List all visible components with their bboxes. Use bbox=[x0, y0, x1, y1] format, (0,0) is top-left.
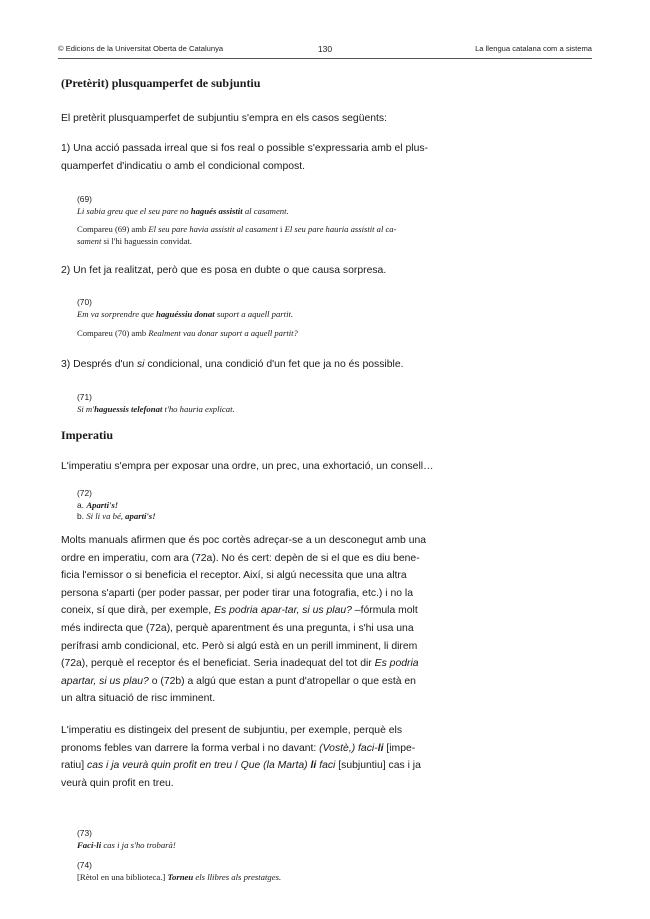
example-72-a-label: a. bbox=[77, 499, 87, 510]
compare-70-pre: Compareu (70) amb bbox=[77, 328, 149, 338]
point-3-pre: Després d'un bbox=[73, 359, 137, 370]
compare-69-ital1: El seu pare havia assistit al casament bbox=[148, 224, 278, 234]
example-69-post: al casament. bbox=[242, 205, 289, 216]
example-72-b bbox=[77, 511, 435, 523]
point-1-number: 1) bbox=[61, 143, 71, 154]
para1-line5 bbox=[61, 602, 435, 620]
example-74 bbox=[77, 860, 435, 883]
example-69-bold: hagués assistit bbox=[190, 205, 243, 216]
para2-line3-ital: cas i ja veurà quin profit en treu bbox=[87, 760, 232, 772]
point-2-text: Un fet ja realitzat, però que es posa en dubte o que causa sorpresa. bbox=[73, 265, 387, 276]
point-2 bbox=[61, 262, 435, 280]
example-71-number: (71) bbox=[77, 392, 92, 402]
para1-line8-pre: (72a), perquè el receptor és el beneficiat. Seria inadequat del tot dir bbox=[61, 658, 375, 670]
para1-line5-ital: Es podria apar-tar, si us plau? bbox=[214, 605, 352, 617]
para1-line5-pre: coneix, sí que dirà, per exemple, bbox=[61, 605, 215, 617]
compare-69-ital2b: sament bbox=[77, 235, 102, 246]
example-70-sentence bbox=[77, 309, 435, 321]
point-1 bbox=[61, 140, 435, 175]
example-71 bbox=[77, 392, 435, 415]
para2-line4: veurà quin profit en treu. bbox=[61, 777, 174, 789]
example-70-number: (70) bbox=[77, 297, 92, 307]
page-number: 130 bbox=[317, 44, 333, 54]
header-rule bbox=[58, 58, 592, 59]
point-1-line2: quamperfet d'indicatiu o amb el condicional compost. bbox=[61, 160, 305, 172]
para1-line6: més indirecta que (72a), perquè aparentment és una pregunta, i s'hi usa una bbox=[61, 622, 414, 634]
example-72-b-label: b. bbox=[77, 511, 87, 521]
compare-69-pre: Compareu (69) amb bbox=[77, 224, 149, 234]
example-71-sentence bbox=[77, 404, 435, 416]
example-73 bbox=[77, 828, 435, 851]
para1-line1: Molts manuals afirmen que és poc cortès adreçar-se a un desconegut amb una bbox=[61, 535, 427, 546]
para1-line5-post: –fórmula molt bbox=[351, 605, 418, 617]
para1-line8 bbox=[61, 655, 435, 673]
para2-line3-bold: li bbox=[310, 760, 317, 772]
example-74-pre: [Rètol en una biblioteca.] bbox=[77, 871, 168, 882]
para2-line2 bbox=[61, 740, 435, 758]
compare-69 bbox=[77, 224, 435, 248]
example-73-sentence bbox=[77, 840, 435, 852]
para2-line1: L'imperatiu es distingeix del present de subjuntiu, per exemple, perquè els bbox=[61, 725, 403, 736]
point-3-ital: si bbox=[136, 359, 145, 370]
point-1-line1: Una acció passada irreal que si fos real o possible s'expressaria amb el plus- bbox=[73, 143, 429, 154]
point-3 bbox=[61, 356, 435, 374]
para2-line3-ital3: faci bbox=[316, 760, 336, 772]
para2-line2-bold: li bbox=[377, 742, 384, 754]
example-74-post: els llibres als prestatges. bbox=[193, 871, 282, 882]
example-71-pre: Si m' bbox=[77, 403, 95, 414]
para1-line9-ital: apartar, si us plau? bbox=[61, 675, 149, 687]
example-74-bold: Torneu bbox=[167, 871, 194, 882]
para2-line2-ital: (Vostè,) faci- bbox=[319, 742, 378, 754]
imperatiu-paragraph-2 bbox=[61, 722, 435, 792]
example-70-post: suport a aquell partit. bbox=[214, 308, 294, 319]
point-3-number: 3) bbox=[61, 359, 71, 370]
example-69-sentence bbox=[77, 206, 435, 218]
para2-line3-ital2: Que (la Marta) bbox=[240, 760, 311, 772]
para2-line2-post: [impe- bbox=[383, 742, 416, 754]
example-73-number: (73) bbox=[77, 828, 92, 838]
point-3-post: condicional, una condició d'un fet que ja no és possible. bbox=[144, 359, 404, 370]
example-71-post: t'ho hauria explicat. bbox=[162, 403, 235, 414]
example-72-b-bold: aparti's! bbox=[125, 511, 156, 521]
header-book-title: La llengua catalana com a sistema bbox=[475, 44, 592, 53]
example-71-bold: haguessis telefonat bbox=[94, 403, 163, 414]
para2-line3-pre: ratiu] bbox=[61, 760, 87, 772]
para1-line8-ital: Es podria bbox=[374, 658, 419, 670]
example-72-a bbox=[77, 500, 435, 512]
example-69 bbox=[77, 194, 435, 217]
header-publisher: © Edicions de la Universitat Oberta de Catalunya bbox=[58, 44, 224, 53]
example-69-number: (69) bbox=[77, 194, 92, 204]
para1-line9 bbox=[61, 673, 435, 691]
para1-line3: ficia l'emissor o si beneficia el receptor. Així, si algú necessita que una altra bbox=[61, 570, 407, 582]
para2-line3-post: [subjuntiu] cas i ja bbox=[335, 760, 421, 772]
example-72-a-bold: Aparti's! bbox=[86, 499, 119, 510]
para2-line3-mid: / bbox=[231, 760, 241, 772]
para2-line2-pre: pronoms febles van darrere la forma verbal i no davant: bbox=[61, 742, 320, 754]
example-70-bold: haguéssiu donat bbox=[155, 308, 215, 319]
para1-line10: un altra situació de risc imminent. bbox=[61, 693, 216, 705]
example-72-b-pre: Si li va bé, bbox=[86, 511, 126, 521]
compare-69-post: si l'hi haguessin convidat. bbox=[101, 235, 192, 246]
compare-69-mid: i bbox=[277, 224, 285, 234]
imperatiu-paragraph-1 bbox=[61, 532, 435, 708]
example-72-number: (72) bbox=[77, 488, 92, 498]
example-74-sentence bbox=[77, 872, 435, 884]
compare-70-ital: Realment vau donar suport a aquell partit? bbox=[148, 328, 298, 338]
example-70 bbox=[77, 297, 435, 320]
para2-line3 bbox=[61, 757, 435, 775]
example-74-number: (74) bbox=[77, 860, 92, 870]
compare-69-ital2a: El seu pare hauria assistit al ca- bbox=[284, 224, 397, 234]
section2-intro: L'imperatiu s'empra per exposar una ordre, un prec, una exhortació, un consell… bbox=[61, 461, 434, 472]
para1-line4: persona s'aparti (per poder passar, per poder tirar una fotografia, etc.) i no la bbox=[61, 587, 413, 599]
section-heading-plusquamperfet: (Pretèrit) plusquamperfet de subjuntiu bbox=[61, 76, 261, 90]
para1-line7: perífrasi amb condicional, etc. Però si algú està en un perill imminent, li direm bbox=[61, 640, 418, 652]
example-73-bold: Faci-li bbox=[77, 839, 102, 850]
section-heading-imperatiu: Imperatiu bbox=[61, 428, 113, 442]
example-72 bbox=[77, 488, 435, 523]
point-2-number: 2) bbox=[61, 265, 71, 276]
para1-line9-post: o (72b) a algú que estan a punt d'atropellar o que està en bbox=[148, 675, 416, 687]
compare-70 bbox=[77, 328, 435, 340]
running-header bbox=[58, 44, 592, 58]
section1-intro: El pretèrit plusquamperfet de subjuntiu s'empra en els casos següents: bbox=[61, 113, 388, 124]
para1-line2: ordre en imperatiu, com ara (72a). No és cert: depèn de si el que es diu bene- bbox=[61, 552, 420, 564]
example-70-pre: Em va sorprendre que bbox=[77, 308, 156, 319]
example-69-pre: Li sabia greu que el seu pare no bbox=[77, 205, 191, 216]
example-73-post: cas i ja s'ho trobarà! bbox=[101, 839, 176, 850]
